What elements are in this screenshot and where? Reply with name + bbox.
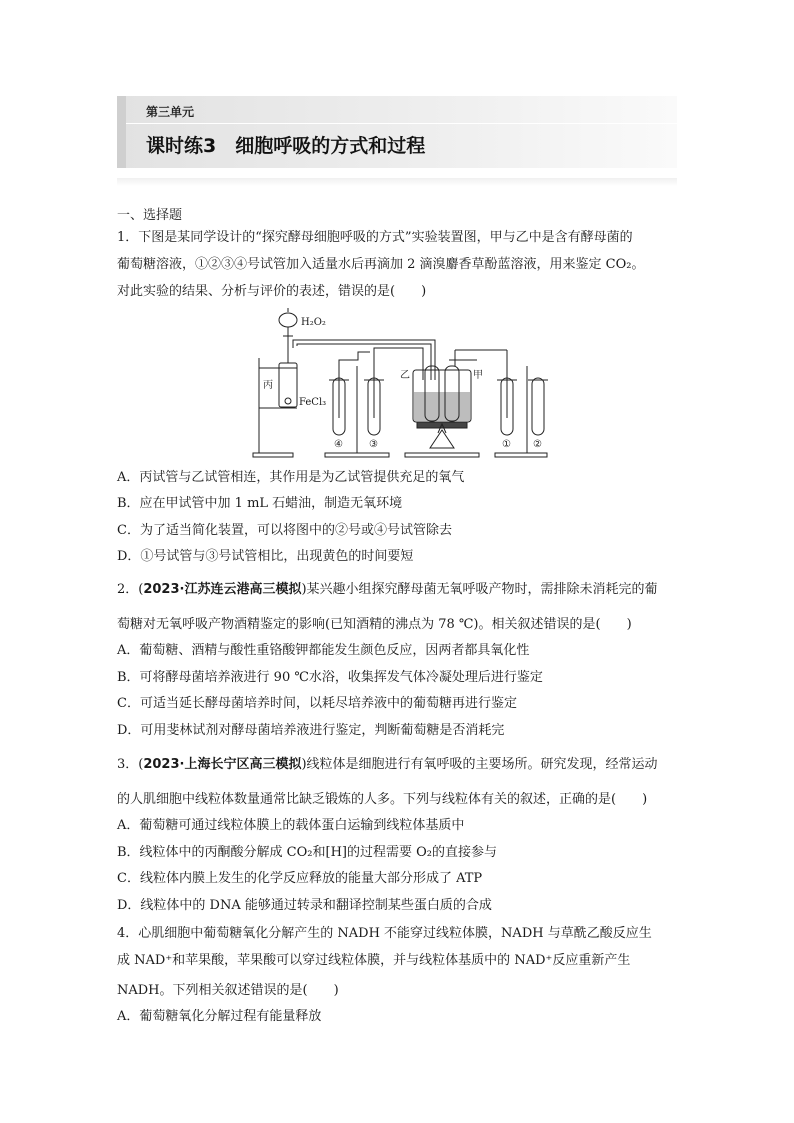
- stand-base-left: [253, 453, 293, 457]
- q2-prefix: 2．(: [117, 582, 144, 597]
- label-tube-3: ③: [369, 439, 378, 450]
- experiment-apparatus-figure: [245, 308, 550, 460]
- tube-bing: [279, 363, 297, 407]
- header-divider: [126, 123, 677, 124]
- alcohol-lamp: [430, 430, 454, 448]
- q3-stem: )线粒体是细胞进行有氧呼吸的主要场所。研究发现，经常运动: [301, 757, 658, 772]
- q2-option-b: B．可将酵母菌培养液进行 90 ℃水浴，收集挥发气体冷凝处理后进行鉴定: [117, 670, 543, 685]
- q1-line-2: 葡萄糖溶液，①②③④号试管加入适量水后再滴加 2 滴溴麝香草酚蓝溶液，用来鉴定 CO₂。: [117, 257, 645, 272]
- q4-line-1: 4．心肌细胞中葡萄糖氧化分解产生的 NADH 不能穿过线粒体膜，NADH 与草酰乙酸反应生: [117, 926, 652, 941]
- label-tube-1: ①: [502, 439, 511, 450]
- q3-option-b: B．线粒体中的丙酮酸分解成 CO₂和[H]的过程需要 O₂的直接参与: [117, 845, 497, 860]
- q3-prefix: 3．(: [117, 757, 144, 772]
- label-tube-2: ②: [533, 439, 542, 450]
- q3-option-a: A．葡萄糖可通过线粒体膜上的载体蛋白运输到线粒体基质中: [117, 818, 465, 833]
- stand-base-34: [325, 453, 389, 457]
- label-jia: 甲: [473, 370, 483, 381]
- tube-2: [532, 378, 544, 435]
- separatory-funnel: [279, 313, 297, 327]
- q1-line-3: 对此实验的结果、分析与评价的表述，错误的是( ): [117, 284, 427, 299]
- section-heading: 一、选择题: [117, 208, 183, 223]
- q1-option-c: C．为了适当简化装置，可以将图中的②号或④号试管除去: [117, 523, 452, 538]
- q2-option-c: C．可适当延长酵母菌培养时间，以耗尽培养液中的葡萄糖再进行鉴定: [117, 696, 517, 711]
- q1-line-1: 1．下图是某同学设计的“探究酵母细胞呼吸的方式”实验装置图，甲与乙中是含有酵母菌的: [117, 230, 633, 245]
- stand-base-middle: [405, 453, 479, 457]
- q1-option-a: A．丙试管与乙试管相连，其作用是为乙试管提供充足的氧气: [117, 470, 465, 485]
- q3-option-d: D．线粒体中的 DNA 能够通过转录和翻译控制某些蛋白质的合成: [117, 898, 492, 913]
- page-title: 课时练3 细胞呼吸的方式和过程: [146, 135, 426, 157]
- label-yi: 乙: [400, 370, 410, 381]
- q3-line-1: [117, 757, 658, 773]
- q2-option-a: A．葡萄糖、酒精与酸性重铬酸钾都能发生颜色反应，因两者都具氧化性: [117, 643, 530, 658]
- q3-source: 2023·上海长宁区高三模拟: [143, 757, 302, 772]
- q2-source: 2023·江苏连云港高三模拟: [143, 582, 302, 597]
- stand-base-right: [495, 453, 547, 457]
- header-accent-bar: [117, 96, 126, 168]
- q1-option-b: B．应在甲试管中加 1 mL 石蜡油，制造无氧环境: [117, 496, 403, 511]
- label-h2o2: H₂O₂: [301, 317, 326, 328]
- label-bing: 丙: [263, 380, 273, 391]
- q2-stem: )某兴趣小组探究酵母菌无氧呼吸产物时，需排除未消耗完的葡: [301, 582, 658, 597]
- q4-line-3: NADH。下列相关叙述错误的是( ): [117, 983, 339, 998]
- unit-label: 第三单元: [146, 105, 195, 119]
- q1-option-d: D．①号试管与③号试管相比，出现黄色的时间要短: [117, 549, 414, 564]
- q3-option-c: C．线粒体内膜上发生的化学反应释放的能量大部分形成了 ATP: [117, 871, 483, 886]
- q3-line-2: 的人肌细胞中线粒体数量通常比缺乏锻炼的人多。下列与线粒体有关的叙述，正确的是( ): [117, 792, 648, 807]
- label-tube-4: ④: [334, 439, 343, 450]
- q2-line-2: 萄糖对无氧呼吸产物酒精鉴定的影响(已知酒精的沸点为 78 ℃)。相关叙述错误的是( ): [117, 617, 632, 632]
- tubing-bing-to-yi: [293, 340, 435, 380]
- q2-line-1: [117, 582, 658, 598]
- q4-option-a: A．葡萄糖氧化分解过程有能量释放: [117, 1009, 322, 1024]
- header-shadow: [117, 178, 677, 186]
- q2-option-d: D．可用斐林试剂对酵母菌培养液进行鉴定，判断葡萄糖是否消耗完: [117, 723, 505, 738]
- q4-line-2: 成 NAD⁺和苹果酸，苹果酸可以穿过线粒体膜，并与线粒体基质中的 NAD⁺反应重新产生: [117, 953, 631, 968]
- label-fecl3: FeCl₃: [299, 397, 327, 408]
